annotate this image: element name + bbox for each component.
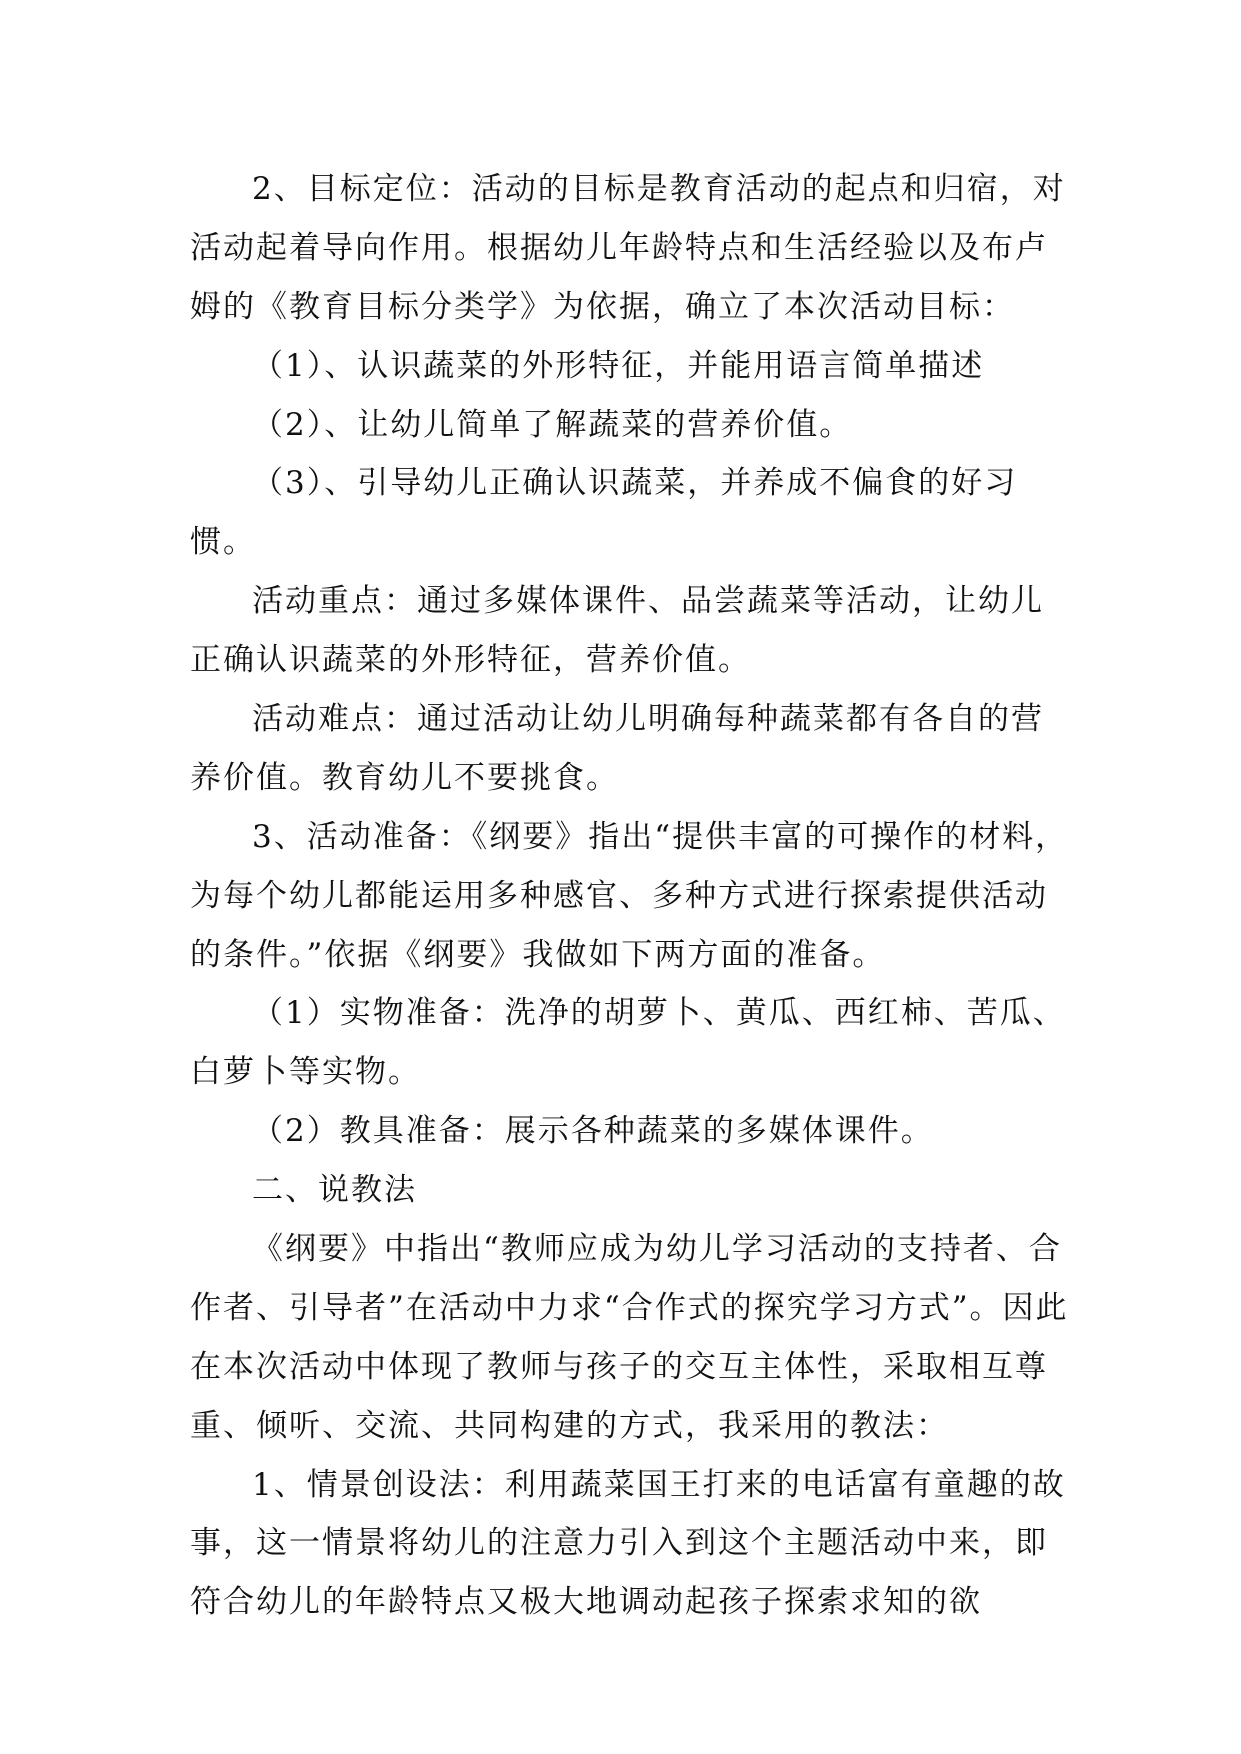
paragraph-scenario-method: 1、情景创设法：利用蔬菜国王打来的电话富有童趣的故事，这一情景将幼儿的注意力引入到这个主题活动中来，即符合幼儿的年龄特点又极大地调动起孩子探索求知的欲 — [190, 1466, 1066, 1621]
paragraph-goal-3: （3）、引导幼儿正确认识蔬菜，并养成不偏食的好习惯。 — [190, 465, 1018, 561]
document-body — [190, 160, 1070, 1632]
paragraph-teaching-aid-preparation: （2）教具准备：展示各种蔬菜的多媒体课件。 — [252, 1113, 934, 1150]
paragraph-key-points: 活动重点：通过多媒体课件、品尝蔬菜等活动，让幼儿正确认识蔬菜的外形特征，营养价值。 — [190, 583, 1044, 679]
paragraph-goal-1: （1）、认识蔬菜的外形特征，并能用语言简单描述 — [252, 347, 985, 384]
paragraph-material-preparation: （1）实物准备：洗净的胡萝卜、黄瓜、西红柿、苦瓜、白萝卜等实物。 — [190, 995, 1066, 1091]
paragraph-teaching-method-intro: 《纲要》中指出“教师应成为幼儿学习活动的支持者、合作者、引导者”在活动中力求“合作式的探究学习方式”。因此在本次活动中体现了教师与孩子的交互主体性，采取相互尊重、倾听、交流、共同构建的方式，我采用的教法： — [190, 1231, 1069, 1444]
paragraph-goal-positioning: 2、目标定位：活动的目标是教育活动的起点和归宿，对活动起着导向作用。根据幼儿年龄特点和生活经验以及布卢姆的《教育目标分类学》为依据，确立了本次活动目标： — [190, 171, 1066, 325]
section-heading-teaching-method: 二、说教法 — [252, 1172, 417, 1209]
paragraph-activity-preparation: 3、活动准备：《纲要》指出“提供丰富的可操作的材料，为每个幼儿都能运用多种感官、多种方式进行探索提供活动的条件。”依据《纲要》我做如下两方面的准备。 — [190, 818, 1069, 973]
paragraph-goal-2: （2）、让幼儿简单了解蔬菜的营养价值。 — [252, 406, 853, 443]
paragraph-difficult-points: 活动难点：通过活动让幼儿明确每种蔬菜都有各自的营养价值。教育幼儿不要挑食。 — [190, 701, 1044, 796]
